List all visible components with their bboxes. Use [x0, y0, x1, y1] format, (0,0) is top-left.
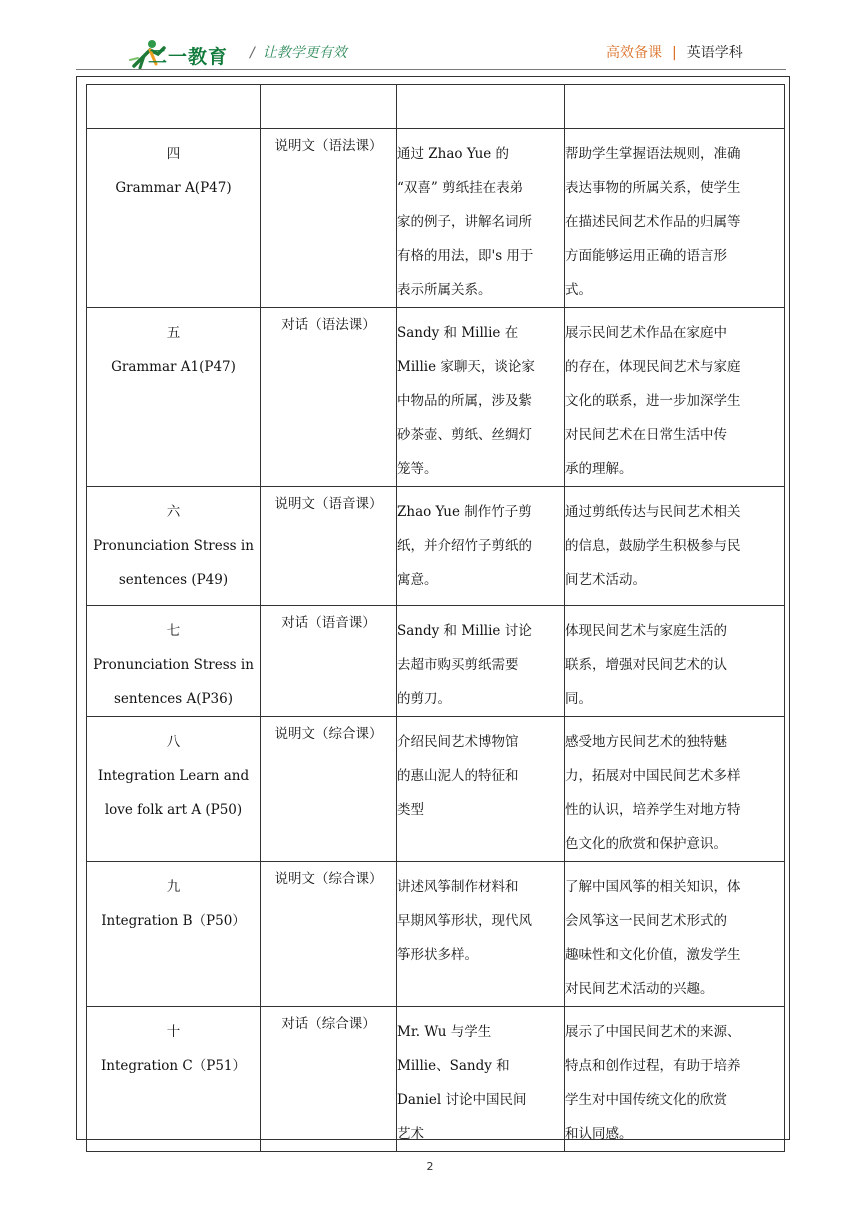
content-cell: [397, 487, 565, 606]
header-rule: [76, 69, 786, 70]
content-text: 介绍民间艺术博物馆: [397, 734, 519, 750]
table-row: [87, 862, 785, 1007]
page-header: [0, 0, 860, 72]
type-text: 说明文（综合课）: [274, 871, 383, 887]
type-cell: [261, 717, 397, 862]
type-cell: [261, 1007, 397, 1152]
header-slogan: / 让教学更有效: [250, 45, 347, 61]
lesson-text: 八: [166, 734, 181, 750]
lesson-text: sentences (P49): [118, 572, 229, 588]
type-text: 说明文（综合课）: [274, 726, 383, 742]
lesson-text: Pronunciation Stress in: [93, 538, 254, 554]
lesson-text: Integration Learn and: [97, 768, 250, 784]
goal-text: 体现民间艺术与家庭生活的: [565, 623, 727, 639]
content-cell: [397, 1007, 565, 1152]
goal-text: 联系，增强对民间艺术的认: [565, 657, 727, 673]
content-text: Sandy 和 Millie 讨论: [397, 623, 532, 639]
content-cell: [397, 85, 565, 129]
lesson-text: 五: [166, 325, 181, 341]
page-number: 2: [426, 1160, 434, 1173]
content-text: 寓意。: [397, 572, 438, 588]
content-cell: [397, 129, 565, 308]
lesson-text: 十: [166, 1024, 181, 1040]
goal-text: 方面能够运用正确的语言形: [565, 248, 727, 264]
content-text: 表示所属关系。: [397, 282, 492, 298]
content-text: “双喜” 剪纸挂在表弟: [397, 180, 524, 196]
goal-text: 展示民间艺术作品在家庭中: [565, 325, 727, 341]
lesson-text: Pronunciation Stress in: [93, 657, 254, 673]
content-text: 早期风筝形状，现代风: [397, 913, 532, 929]
type-cell: [261, 129, 397, 308]
content-text: 类型: [397, 802, 424, 818]
lesson-text: Integration C（P51）: [100, 1058, 247, 1074]
goal-text: 和认同感。: [565, 1126, 633, 1142]
goal-cell: [565, 308, 785, 487]
goal-text: 对民间艺术在日常生活中传: [565, 427, 727, 443]
type-text: 对话（语音课）: [281, 615, 376, 631]
content-text: 筝形状多样。: [397, 947, 478, 963]
goal-cell: [565, 1007, 785, 1152]
lesson-text: Integration B（P50）: [101, 913, 246, 929]
goal-text: 感受地方民间艺术的独特魅: [565, 734, 727, 750]
lesson-cell: [87, 1007, 261, 1152]
goal-cell: [565, 487, 785, 606]
goal-text: 特点和创作过程，有助于培养: [565, 1058, 741, 1074]
goal-text: 式。: [565, 282, 592, 298]
type-text: 说明文（语法课）: [274, 138, 383, 154]
goal-text: 性的认识，培养学生对地方特: [565, 802, 741, 818]
content-text: 去超市购买剪纸需要: [397, 657, 519, 673]
lesson-text: sentences A(P36): [113, 691, 234, 707]
content-text: Daniel 讨论中国民间: [397, 1092, 527, 1108]
goal-cell: [565, 862, 785, 1007]
goal-text: 承的理解。: [565, 461, 633, 477]
content-text: 讲述风筝制作材料和: [397, 879, 519, 895]
goal-text: 色文化的欣赏和保护意识。: [565, 836, 727, 852]
goal-text: 的信息，鼓励学生积极参与民: [565, 538, 741, 554]
lesson-text: love folk art A (P50): [104, 802, 243, 818]
lesson-text: 六: [166, 504, 181, 520]
table-row: [87, 1007, 785, 1152]
goal-text: 间艺术活动。: [565, 572, 646, 588]
content-text: 中物品的所属，涉及紫: [397, 393, 532, 409]
lesson-cell: [87, 308, 261, 487]
content-text: Millie、Sandy 和: [397, 1058, 510, 1074]
type-cell: [261, 606, 397, 717]
goal-text: 学生对中国传统文化的欣赏: [565, 1092, 727, 1108]
table-row: [87, 85, 785, 129]
type-text: 对话（综合课）: [281, 1016, 376, 1032]
goal-text: 会风筝这一民间艺术形式的: [565, 913, 727, 929]
goal-cell: [565, 85, 785, 129]
goal-text: 同。: [565, 691, 592, 707]
lesson-text: 九: [166, 879, 181, 895]
goal-text: 通过剪纸传达与民间艺术相关: [565, 504, 741, 520]
type-cell: [261, 85, 397, 129]
logo-text: 二一教育: [148, 46, 229, 68]
content-cell: [397, 308, 565, 487]
goal-text: 帮助学生掌握语法规则，准确: [565, 146, 741, 162]
type-cell: [261, 487, 397, 606]
content-text: Sandy 和 Millie 在: [397, 325, 519, 341]
content-text: 的惠山泥人的特征和: [397, 768, 519, 784]
goal-text: 对民间艺术活动的兴趣。: [565, 981, 714, 997]
lesson-text: Grammar A(P47): [115, 180, 232, 196]
content-text: 纸，并介绍竹子剪纸的: [397, 538, 532, 554]
table-row: [87, 487, 785, 606]
content-text: 砂茶壶、剪纸、丝绸灯: [397, 427, 532, 443]
goal-cell: [565, 129, 785, 308]
content-cell: [397, 606, 565, 717]
table-row: [87, 606, 785, 717]
lesson-cell: [87, 862, 261, 1007]
type-cell: [261, 862, 397, 1007]
lesson-cell: [87, 606, 261, 717]
table-row: [87, 129, 785, 308]
goal-text: 文化的联系，进一步加深学生: [565, 393, 741, 409]
lesson-text: 七: [166, 623, 181, 639]
lesson-cell: [87, 487, 261, 606]
lesson-text: 四: [166, 146, 181, 162]
goal-text: 的存在，体现民间艺术与家庭: [565, 359, 741, 375]
type-cell: [261, 308, 397, 487]
content-cell: [397, 862, 565, 1007]
content-text: Millie 家聊天，谈论家: [397, 359, 535, 375]
goal-text: 了解中国风筝的相关知识，体: [565, 879, 741, 895]
lesson-cell: [87, 717, 261, 862]
lesson-cell: [87, 85, 261, 129]
goal-cell: [565, 606, 785, 717]
content-cell: [397, 717, 565, 862]
goal-text: 展示了中国民间艺术的来源、: [565, 1024, 741, 1040]
content-text: 艺术: [397, 1126, 424, 1142]
content-text: 的剪刀。: [397, 691, 451, 707]
content-text: 通过 Zhao Yue 的: [397, 146, 510, 162]
content-text: 有格的用法，即's 用于: [397, 248, 534, 264]
table-row: [87, 717, 785, 862]
lesson-table: [86, 84, 785, 1152]
table-row: [87, 308, 785, 487]
goal-text: 在描述民间艺术作品的归属等: [565, 214, 741, 230]
goal-text: 趣味性和文化价值，激发学生: [565, 947, 741, 963]
goal-cell: [565, 717, 785, 862]
header-right: 高效备课 | 英语学科: [606, 45, 743, 61]
lesson-cell: [87, 129, 261, 308]
type-text: 说明文（语音课）: [274, 496, 383, 512]
content-text: Zhao Yue 制作竹子剪: [397, 504, 532, 520]
content-text: 笼等。: [397, 461, 438, 477]
content-text: 家的例子，讲解名词所: [397, 214, 532, 230]
goal-text: 表达事物的所属关系，使学生: [565, 180, 741, 196]
type-text: 对话（语法课）: [281, 317, 376, 333]
goal-text: 力，拓展对中国民间艺术多样: [565, 768, 741, 784]
content-text: Mr. Wu 与学生: [397, 1024, 492, 1040]
lesson-text: Grammar A1(P47): [111, 359, 236, 375]
